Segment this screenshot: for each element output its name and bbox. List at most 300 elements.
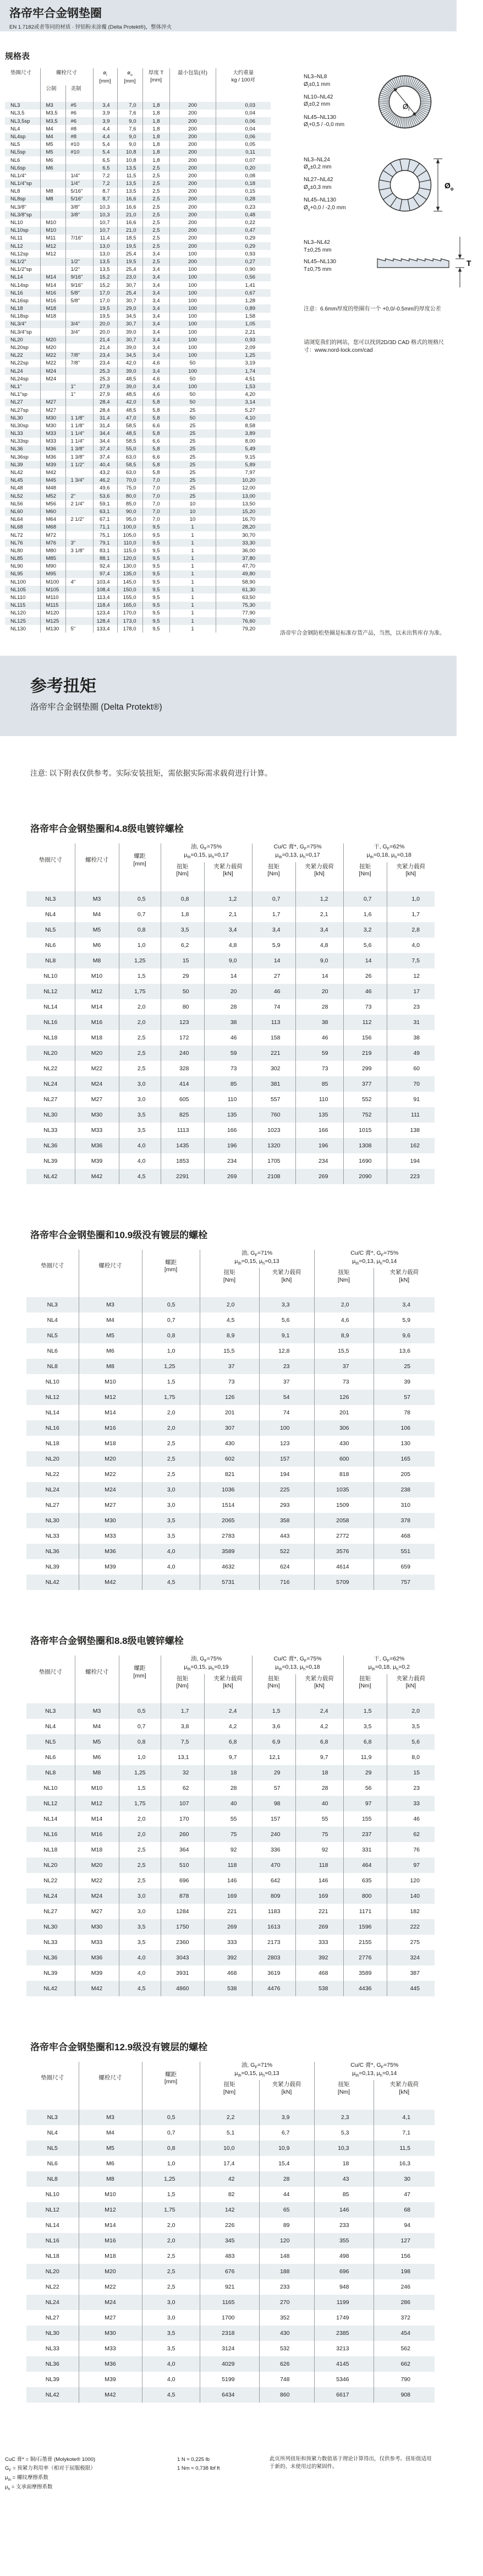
spec-cell bbox=[40, 258, 65, 265]
torque-table-block bbox=[26, 1633, 457, 1996]
spec-cell: 18,5 bbox=[117, 235, 142, 242]
torque-cell: NL16 bbox=[26, 2233, 79, 2248]
torque-table bbox=[26, 2062, 435, 2403]
spec-cell: 1 1/8" bbox=[65, 414, 93, 422]
torque-cell: 3,0 bbox=[119, 1904, 161, 1919]
torque-cell: M16 bbox=[75, 1827, 119, 1842]
serrated-washer-icon bbox=[373, 70, 437, 134]
torque-cell: 49 bbox=[387, 1045, 435, 1061]
spec-cell: 21,0 bbox=[117, 227, 142, 235]
torque-cell: 600 bbox=[314, 1451, 374, 1467]
torque-cell: 4,5 bbox=[142, 2387, 200, 2403]
spec-cell: 200 bbox=[169, 156, 216, 164]
spec-cell: 8,7 bbox=[93, 195, 117, 203]
torque-cell: 2108 bbox=[252, 1169, 295, 1184]
spec-cell bbox=[65, 554, 93, 562]
spec-cell: 1,8 bbox=[142, 102, 169, 110]
torque-col-header: 夹紧力载荷 [kN] bbox=[387, 862, 435, 891]
torque-cell: NL33 bbox=[45, 2345, 59, 2352]
torque-cell: M27 bbox=[75, 1904, 119, 1919]
spec-cell: 10 bbox=[169, 500, 216, 508]
torque-table-body bbox=[26, 1297, 435, 1590]
spec-cell: M20 bbox=[40, 336, 65, 344]
torque-cell: 223 bbox=[387, 1169, 435, 1184]
torque-cell: 65 bbox=[259, 2202, 314, 2218]
spec-cell: NL120 bbox=[10, 610, 26, 617]
torque-cell: M12 bbox=[79, 1390, 142, 1405]
torque-col-header: 油, $G_F=71\%$ $\mu_{th}=0,15$, $\mu_h=0,13$ bbox=[200, 2062, 314, 2080]
spec-cell: NL6sp bbox=[5, 164, 40, 172]
spec-cell: NL125 bbox=[5, 617, 40, 625]
spec-cell: 3,4 bbox=[142, 289, 169, 297]
torque-cell: NL18 bbox=[45, 1440, 59, 1447]
torque-row bbox=[26, 1482, 435, 1497]
torque-cell: 1,75 bbox=[142, 2202, 200, 2218]
torque-cell: 50 bbox=[161, 984, 204, 999]
spec-cell: 13,50 bbox=[216, 500, 271, 508]
spec-cell: 0,27 bbox=[216, 258, 271, 265]
torque-row bbox=[26, 1703, 435, 1719]
spec-cell: NL56 bbox=[10, 500, 23, 507]
torque-cell: 1,2 bbox=[295, 891, 343, 907]
torque-table-header bbox=[26, 2062, 435, 2110]
torque-cell: M39 bbox=[79, 2372, 142, 2387]
torque-cell: M33 bbox=[79, 2341, 142, 2356]
inner-diameter-tolerances bbox=[304, 70, 373, 134]
torque-cell: 9,1 bbox=[259, 1328, 314, 1343]
torque-cell: NL6 bbox=[47, 2160, 58, 2167]
spec-cell: 200 bbox=[169, 149, 216, 156]
torque-cell: 85 bbox=[314, 2187, 374, 2202]
torque-cell: 98 bbox=[252, 1796, 295, 1811]
torque-cell: NL24 bbox=[26, 2295, 79, 2310]
spec-cell: 9,5 bbox=[142, 609, 169, 617]
spec-cell: NL6 bbox=[10, 157, 20, 164]
torque-cell: 91 bbox=[387, 1092, 435, 1107]
spec-cell: NL68 bbox=[5, 524, 40, 531]
torque-cell: 221 bbox=[295, 1904, 343, 1919]
torque-cell: 908 bbox=[374, 2387, 435, 2403]
spec-cell: 39,0 bbox=[117, 367, 142, 375]
torque-cell: 5709 bbox=[314, 1575, 374, 1590]
spec-cell: M105 bbox=[40, 586, 65, 593]
torque-cell: M8 bbox=[79, 2171, 142, 2187]
torque-cell: 46 bbox=[387, 1811, 435, 1827]
torque-cell: M14 bbox=[75, 999, 119, 1015]
spec-cell: 76,60 bbox=[216, 617, 271, 625]
torque-cell: 40 bbox=[295, 1796, 343, 1811]
spec-cell: NL8sp bbox=[5, 195, 40, 203]
torque-cell: 468 bbox=[374, 1528, 435, 1544]
torque-cell: 20 bbox=[295, 984, 343, 999]
torque-col-header: 干, $G_F=62\%$ $\mu_{th}=0,18$, $\mu_h=0,18$ bbox=[343, 843, 435, 862]
spec-cell: NL95 bbox=[5, 570, 40, 578]
torque-cell: NL30 bbox=[26, 2326, 79, 2341]
spec-cell: 2,5 bbox=[142, 258, 169, 265]
spec-cell: 0,29 bbox=[216, 235, 271, 242]
torque-cell: 948 bbox=[314, 2279, 374, 2295]
torque-cell: 32 bbox=[161, 1765, 204, 1780]
torque-cell: 2,0 bbox=[119, 1015, 161, 1030]
torque-cell: 3124 bbox=[200, 2341, 259, 2356]
torque-cell: 1199 bbox=[314, 2295, 374, 2310]
washer-outer-diameter-diagram bbox=[373, 153, 457, 220]
spec-cell: M39 bbox=[40, 461, 65, 469]
torque-col-header: 扭矩 [Nm] bbox=[314, 2080, 374, 2109]
spec-cell bbox=[65, 406, 93, 414]
torque-cell: 10,9 bbox=[259, 2141, 314, 2156]
torque-cell: 1596 bbox=[343, 1919, 387, 1935]
torque-cell: M14 bbox=[79, 2218, 142, 2233]
spec-cell: 25,4 bbox=[117, 266, 142, 274]
spec-row bbox=[5, 554, 271, 562]
torque-cell: 3,5 bbox=[343, 1719, 387, 1734]
spec-cell: 1 3/8" bbox=[65, 453, 93, 461]
spec-cell bbox=[40, 211, 65, 219]
spec-cell: 6,5 bbox=[93, 156, 117, 164]
spec-cell: 5,49 bbox=[216, 445, 271, 453]
spec-cell: 25 bbox=[169, 477, 216, 484]
spec-cell: NL30sp bbox=[10, 422, 29, 429]
spec-cell: 58,90 bbox=[216, 578, 271, 586]
spec-cell: 55,0 bbox=[117, 445, 142, 453]
spec-cell: 5/8" bbox=[65, 297, 93, 304]
spec-cell: 13,5 bbox=[117, 188, 142, 195]
spec-cell: 200 bbox=[169, 227, 216, 235]
torque-cell: 118 bbox=[204, 1858, 252, 1873]
torque-cell: 126 bbox=[314, 1390, 374, 1405]
spec-cell: 150,0 bbox=[117, 586, 142, 593]
torque-col-header: 夹紧力载荷 [kN] bbox=[295, 1674, 343, 1703]
torque-cell: 18 bbox=[295, 1765, 343, 1780]
spec-cell: M60 bbox=[40, 508, 65, 515]
spec-cell: 0,06 bbox=[216, 133, 271, 140]
torque-row bbox=[26, 1981, 435, 1996]
spec-cell: NL18sp bbox=[10, 313, 29, 320]
torque-cell: 818 bbox=[314, 1467, 374, 1482]
spec-cell: NL3/4" bbox=[5, 320, 40, 328]
spec-row bbox=[5, 602, 271, 609]
torque-col-header: 螺距 [mm] bbox=[142, 1250, 200, 1298]
torque-cell: 3,0 bbox=[142, 1482, 200, 1497]
torque-cell: 0,7 bbox=[119, 907, 161, 922]
spec-cell: 123,4 bbox=[93, 609, 117, 617]
torque-cell: NL22 bbox=[43, 1877, 58, 1885]
torque-cell: NL20 bbox=[26, 2264, 79, 2279]
torque-cell: 4,5 bbox=[119, 1981, 161, 1996]
torque-cell: 225 bbox=[259, 1482, 314, 1497]
torque-cell: 662 bbox=[374, 2356, 435, 2372]
spec-cell: 58,5 bbox=[117, 422, 142, 429]
torque-cell: 14 bbox=[252, 953, 295, 968]
torque-cell: 1,0 bbox=[119, 1750, 161, 1765]
washer-inner-diameter-diagram bbox=[373, 70, 437, 137]
spec-cell: 3,4 bbox=[142, 304, 169, 312]
spec-cell: 200 bbox=[169, 195, 216, 203]
torque-cell: 240 bbox=[161, 1045, 204, 1061]
torque-cell: 2,0 bbox=[142, 1420, 200, 1436]
torque-col-header: 干, $G_F=62\%$ $\mu_{th}=0,18$, $\mu_h=0,2$ bbox=[343, 1655, 435, 1674]
torque-cell: M14 bbox=[75, 1811, 119, 1827]
torque-row bbox=[26, 1842, 435, 1858]
torque-cell: NL42 bbox=[26, 2387, 79, 2403]
spec-cell: 25 bbox=[169, 484, 216, 492]
torque-cell: 2,0 bbox=[142, 1405, 200, 1420]
spec-cell: 2,5 bbox=[142, 227, 169, 235]
spec-cell: 1" bbox=[65, 391, 93, 399]
torque-cell: M20 bbox=[75, 1045, 119, 1061]
spec-cell: 3,4 bbox=[142, 383, 169, 390]
torque-cell: 1514 bbox=[200, 1497, 259, 1513]
spec-cell: 10,8 bbox=[117, 156, 142, 164]
spec-cell: 34,5 bbox=[117, 352, 142, 360]
spec-cell: 20,0 bbox=[93, 328, 117, 336]
spec-row bbox=[5, 336, 271, 344]
spec-cell: 1,8 bbox=[142, 149, 169, 156]
torque-cell: 260 bbox=[161, 1827, 204, 1842]
torque-cell: 3,0 bbox=[142, 1497, 200, 1513]
torque-cell: NL3 bbox=[26, 891, 75, 907]
torque-cell: 659 bbox=[374, 1559, 435, 1575]
spec-cell: 3/4" bbox=[65, 320, 93, 328]
torque-cell: M24 bbox=[75, 1076, 119, 1092]
spec-cell bbox=[65, 531, 93, 539]
torque-cell: M10 bbox=[75, 1780, 119, 1796]
spec-cell: 42,0 bbox=[117, 399, 142, 406]
torque-cell: 302 bbox=[252, 1061, 295, 1076]
spec-cell: 2" bbox=[65, 492, 93, 500]
spec-cell: 100 bbox=[169, 274, 216, 281]
torque-col-header: 夹紧力载荷 [kN] bbox=[374, 2080, 435, 2109]
spec-cell: 9,5 bbox=[142, 570, 169, 578]
spec-cell: 9,5 bbox=[142, 531, 169, 539]
spec-cell: 1 bbox=[169, 531, 216, 539]
torque-cell: 696 bbox=[161, 1873, 204, 1888]
torque-cell: 2155 bbox=[343, 1935, 387, 1950]
spec-cell: 95,0 bbox=[117, 516, 142, 524]
page-subtitle: EN 1.7182或者等同的材质 · 锌铝粉末涂覆 (Delta Protekt®)，整体淬火 bbox=[9, 24, 172, 30]
torque-cell: 1,2 bbox=[204, 891, 252, 907]
spec-cell: NL90 bbox=[10, 563, 23, 570]
torque-col-header: 垫圈尺寸 bbox=[39, 856, 62, 863]
torque-row bbox=[26, 968, 435, 984]
torque-cell: 1308 bbox=[343, 1138, 387, 1153]
torque-cell: M18 bbox=[79, 1436, 142, 1451]
torque-cell: 182 bbox=[387, 1904, 435, 1919]
spec-cell: 2,5 bbox=[142, 211, 169, 219]
torque-cell: 14 bbox=[204, 968, 252, 984]
spec-cell: M14 bbox=[40, 274, 65, 281]
spec-cell: M33 bbox=[40, 438, 65, 445]
torque-cell: M42 bbox=[79, 2387, 142, 2403]
spec-cell: 58,5 bbox=[117, 461, 142, 469]
torque-cell: 3,6 bbox=[252, 1719, 295, 1734]
torque-cell: NL22 bbox=[43, 1065, 58, 1072]
torque-col-header: 夹紧力载荷 [kN] bbox=[374, 1268, 435, 1297]
torque-cell: M36 bbox=[79, 1544, 142, 1559]
spec-cell: NL20 bbox=[5, 336, 40, 344]
torque-cell: NL27 bbox=[45, 1502, 59, 1509]
spec-row bbox=[5, 422, 271, 429]
spec-cell: 1 bbox=[169, 609, 216, 617]
torque-cell: M4 bbox=[79, 2125, 142, 2141]
spec-cell: 100 bbox=[169, 336, 216, 344]
spec-cell: 3,4 bbox=[142, 328, 169, 336]
spec-cell: #5 bbox=[65, 102, 93, 110]
torque-cell: 169 bbox=[204, 1888, 252, 1904]
torque-cell: 7,5 bbox=[387, 953, 435, 968]
spec-cell: 1,8 bbox=[142, 133, 169, 140]
torque-cell: 642 bbox=[252, 1873, 295, 1888]
spec-cell bbox=[65, 242, 93, 250]
spec-cell: 145,0 bbox=[117, 578, 142, 586]
torque-cell: 1284 bbox=[161, 1904, 204, 1919]
torque-col-header: 夹紧力载荷 [kN] bbox=[259, 1268, 314, 1297]
torque-cell: M39 bbox=[75, 1153, 119, 1169]
spec-cell: NL12 bbox=[5, 242, 40, 250]
torque-table-block bbox=[26, 821, 457, 1184]
torque-cell: 123 bbox=[259, 1436, 314, 1451]
torque-cell: 532 bbox=[259, 2341, 314, 2356]
spec-row bbox=[5, 149, 271, 156]
torque-cell: 6,7 bbox=[259, 2125, 314, 2141]
spec-cell: 2,5 bbox=[142, 235, 169, 242]
torque-cell: M4 bbox=[75, 1719, 119, 1734]
torque-cell: 2,5 bbox=[119, 1873, 161, 1888]
footer bbox=[5, 2455, 457, 2493]
torque-row bbox=[26, 1528, 435, 1544]
torque-cell: 7,1 bbox=[374, 2125, 435, 2141]
torque-row bbox=[26, 1734, 435, 1750]
torque-col-header: 螺栓尺寸 bbox=[75, 843, 119, 891]
spec-cell: M130 bbox=[40, 625, 65, 633]
spec-cell: 1 bbox=[169, 554, 216, 562]
torque-cell: 0,8 bbox=[119, 922, 161, 938]
torque-cell: 2,0 bbox=[119, 1827, 161, 1842]
footer-legend-line: $\mu_h$ = 支承面摩擦系数 bbox=[5, 2484, 53, 2492]
spec-row bbox=[5, 203, 271, 211]
torque-cell: 0,7 bbox=[252, 891, 295, 907]
torque-cell: M3 bbox=[79, 1297, 142, 1312]
torque-col-header: Cu/C 膏*, $G_F=75\%$ $\mu_{th}=0,13$, $\mu_h=0,14$ bbox=[314, 2062, 435, 2080]
torque-cell: 387 bbox=[387, 1965, 435, 1981]
spec-row bbox=[5, 391, 271, 399]
torque-row bbox=[26, 2356, 435, 2372]
torque-row bbox=[26, 1138, 435, 1153]
torque-cell: 921 bbox=[200, 2279, 259, 2295]
footer-conversion-line: 1 N ≈ 0,225 lb bbox=[177, 2456, 210, 2463]
spec-cell bbox=[65, 602, 93, 609]
spec-cell: 5,4 bbox=[93, 149, 117, 156]
torque-cell: 29 bbox=[343, 1765, 387, 1780]
spec-cell: 3/8" bbox=[65, 203, 93, 211]
torque-cell: NL8 bbox=[26, 1765, 75, 1780]
torque-cell: 4,0 bbox=[142, 2372, 200, 2387]
spec-cell: 5,8 bbox=[142, 429, 169, 437]
torque-table-block bbox=[26, 1227, 457, 1591]
torque-cell: 821 bbox=[200, 1467, 259, 1482]
spec-cell: 15,2 bbox=[93, 281, 117, 289]
torque-cell: 2,0 bbox=[387, 1703, 435, 1719]
torque-cell: 760 bbox=[252, 1107, 295, 1123]
spec-cell: NL33 bbox=[5, 429, 40, 437]
torque-cell: 4,8 bbox=[204, 938, 252, 953]
torque-cell: M5 bbox=[79, 1328, 142, 1343]
torque-cell: NL5 bbox=[26, 1328, 79, 1343]
torque-cell: 454 bbox=[374, 2326, 435, 2341]
spec-cell: 97,4 bbox=[93, 570, 117, 578]
spec-cell: 10,3 bbox=[93, 211, 117, 219]
torque-table-title: 洛帝牢合金钢垫圈和4.8级电镀锌螺栓 bbox=[30, 824, 184, 835]
torque-cell: 0,7 bbox=[343, 891, 387, 907]
spec-section bbox=[0, 31, 471, 636]
torque-cell: 4476 bbox=[252, 1981, 295, 1996]
spec-cell: M100 bbox=[40, 578, 65, 586]
torque-cell: 0,8 bbox=[119, 1734, 161, 1750]
spec-cell: 100 bbox=[169, 281, 216, 289]
spec-cell: 4,10 bbox=[216, 414, 271, 422]
spec-cell bbox=[65, 609, 93, 617]
torque-cell: 80 bbox=[161, 999, 204, 1015]
torque-cell: 38 bbox=[387, 1030, 435, 1045]
spec-cell: 0,23 bbox=[216, 203, 271, 211]
tolerance-item: NL45–NL130 $Ø_i+0,5 / -0,0$ mm bbox=[304, 114, 345, 129]
torque-cell: 4,0 bbox=[387, 938, 435, 953]
torque-cell: 3,5 bbox=[142, 2341, 200, 2356]
torque-cell: 75 bbox=[295, 1827, 343, 1842]
torque-cell: M10 bbox=[75, 968, 119, 984]
spec-cell: NL11 bbox=[10, 235, 23, 242]
torque-cell: 110 bbox=[295, 1092, 343, 1107]
torque-row bbox=[26, 2264, 435, 2279]
torque-cell: 118 bbox=[295, 1858, 343, 1873]
torque-row bbox=[26, 1359, 435, 1374]
spec-row bbox=[5, 500, 271, 508]
torque-cell: 14 bbox=[295, 968, 343, 984]
torque-cell: NL16 bbox=[26, 1015, 75, 1030]
torque-cell: M22 bbox=[79, 2279, 142, 2295]
spec-cell: 1 bbox=[169, 625, 216, 633]
torque-cell: 562 bbox=[374, 2341, 435, 2356]
spec-cell: M27 bbox=[40, 399, 65, 406]
torque-row bbox=[26, 984, 435, 999]
spec-cell: 1" bbox=[65, 383, 93, 390]
spec-row bbox=[5, 609, 271, 617]
spec-cell: #10 bbox=[65, 141, 93, 149]
svg-text:T: T bbox=[466, 259, 471, 268]
spec-cell: NL105 bbox=[5, 586, 40, 593]
torque-cell: 155 bbox=[343, 1811, 387, 1827]
spec-cell: NL3/4"sp bbox=[10, 329, 32, 335]
spec-cell: 85,0 bbox=[117, 500, 142, 508]
spec-cell: 100 bbox=[169, 367, 216, 375]
torque-cell: 1,0 bbox=[142, 2156, 200, 2171]
spec-cell: NL14 bbox=[5, 274, 40, 281]
spec-cell: M24 bbox=[40, 367, 65, 375]
spec-row bbox=[5, 484, 271, 492]
torque-cell: NL36 bbox=[26, 2356, 79, 2372]
spec-cell: 49,80 bbox=[216, 570, 271, 578]
spec-cell: 3,4 bbox=[142, 313, 169, 320]
torque-cell: NL5 bbox=[26, 2141, 79, 2156]
spec-cell bbox=[40, 203, 65, 211]
torque-cell: 4,2 bbox=[204, 1719, 252, 1734]
torque-row bbox=[26, 1827, 435, 1842]
torque-cell: 1036 bbox=[200, 1482, 259, 1497]
torque-cell: 3,0 bbox=[142, 2295, 200, 2310]
spec-cell: 200 bbox=[169, 102, 216, 110]
torque-cell: 113 bbox=[252, 1015, 295, 1030]
